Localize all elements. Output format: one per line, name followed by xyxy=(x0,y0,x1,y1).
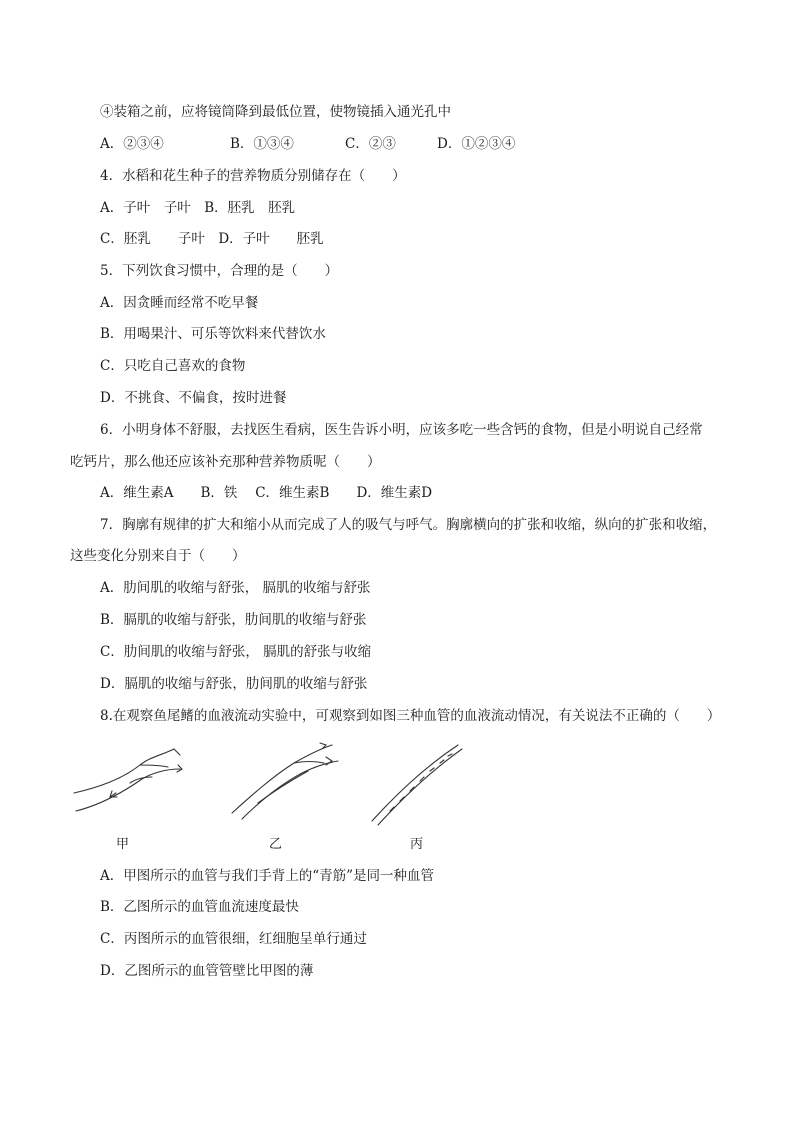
q4-options-cd: C．胚乳 子叶 D．子叶 胚乳 xyxy=(100,231,324,247)
figure-bing-capillary xyxy=(372,745,462,825)
q7-option-a: A．肋间肌的收缩与舒张， 膈肌的收缩与舒张 xyxy=(100,580,371,596)
q7-stem-line1: 7．胸廓有规律的扩大和缩小从而完成了人的吸气与呼气。胸廓横向的扩张和收缩，纵向的扩张和收缩， xyxy=(100,517,717,533)
q7-stem-line2: 这些变化分别来自于（ ） xyxy=(70,548,246,564)
q8-option-a: A．甲图所示的血管与我们手背上的“青筋”是同一种血管 xyxy=(100,868,435,884)
q3-options xyxy=(100,134,515,154)
figure-yi-vein xyxy=(232,743,338,819)
q3-option-b: B．①③④ xyxy=(230,136,294,152)
q5-option-b: B．用喝果汁、可乐等饮料来代替饮水 xyxy=(100,326,326,342)
q8-option-b: B．乙图所示的血管血流速度最快 xyxy=(100,899,299,915)
figure-label-bing: 丙 xyxy=(410,837,424,852)
q6-options: A．维生素A B．铁 C．维生素B D．维生素D xyxy=(100,485,433,501)
q7-option-b: B．膈肌的收缩与舒张，肋间肌的收缩与舒张 xyxy=(100,612,367,628)
q3-option-a: A．②③④ xyxy=(100,136,164,152)
q4-stem: 4．水稻和花生种子的营养物质分别储存在（ ） xyxy=(100,168,406,184)
q3-option-d: D．①②③④ xyxy=(437,136,516,152)
q7-option-c: C．肋间肌的收缩与舒张， 膈肌的舒张与收缩 xyxy=(100,644,372,660)
figure-label-jia: 甲 xyxy=(116,837,130,852)
q6-stem-line2: 吃钙片，那么他还应该补充那种营养物质呢（ ） xyxy=(70,454,381,470)
q4-options-ab: A．子叶 子叶 B．胚乳 胚乳 xyxy=(100,200,296,216)
q5-option-c: C．只吃自己喜欢的食物 xyxy=(100,358,246,374)
q6-stem-line1: 6．小明身体不舒服，去找医生看病，医生告诉小明，应该多吃一些含钙的食物，但是小明说自己经常 xyxy=(100,422,703,438)
blood-vessel-figures xyxy=(70,735,510,855)
q5-stem: 5．下列饮食习惯中，合理的是（ ） xyxy=(100,263,339,279)
q8-option-c: C．丙图所示的血管很细，红细胞呈单行通过 xyxy=(100,931,367,947)
q3-statement-4: ④装箱之前，应将镜筒降到最低位置，使物镜插入通光孔中 xyxy=(100,104,451,120)
q7-option-d: D．膈肌的收缩与舒张，肋间肌的收缩与舒张 xyxy=(100,676,368,692)
figure-label-yi: 乙 xyxy=(269,837,283,852)
figure-jia-artery xyxy=(74,749,182,811)
q8-stem: 8.在观察鱼尾鳍的血液流动实验中，可观察到如图三种血管的血液流动情况，有关说法不正确的（ ） xyxy=(100,708,721,724)
q3-option-c: C．②③ xyxy=(345,136,396,152)
q5-option-a: A．因贪睡而经常不吃早餐 xyxy=(100,295,259,311)
q5-option-d: D．不挑食、不偏食，按时进餐 xyxy=(100,390,287,406)
q8-option-d: D．乙图所示的血管管壁比甲图的薄 xyxy=(100,963,314,979)
